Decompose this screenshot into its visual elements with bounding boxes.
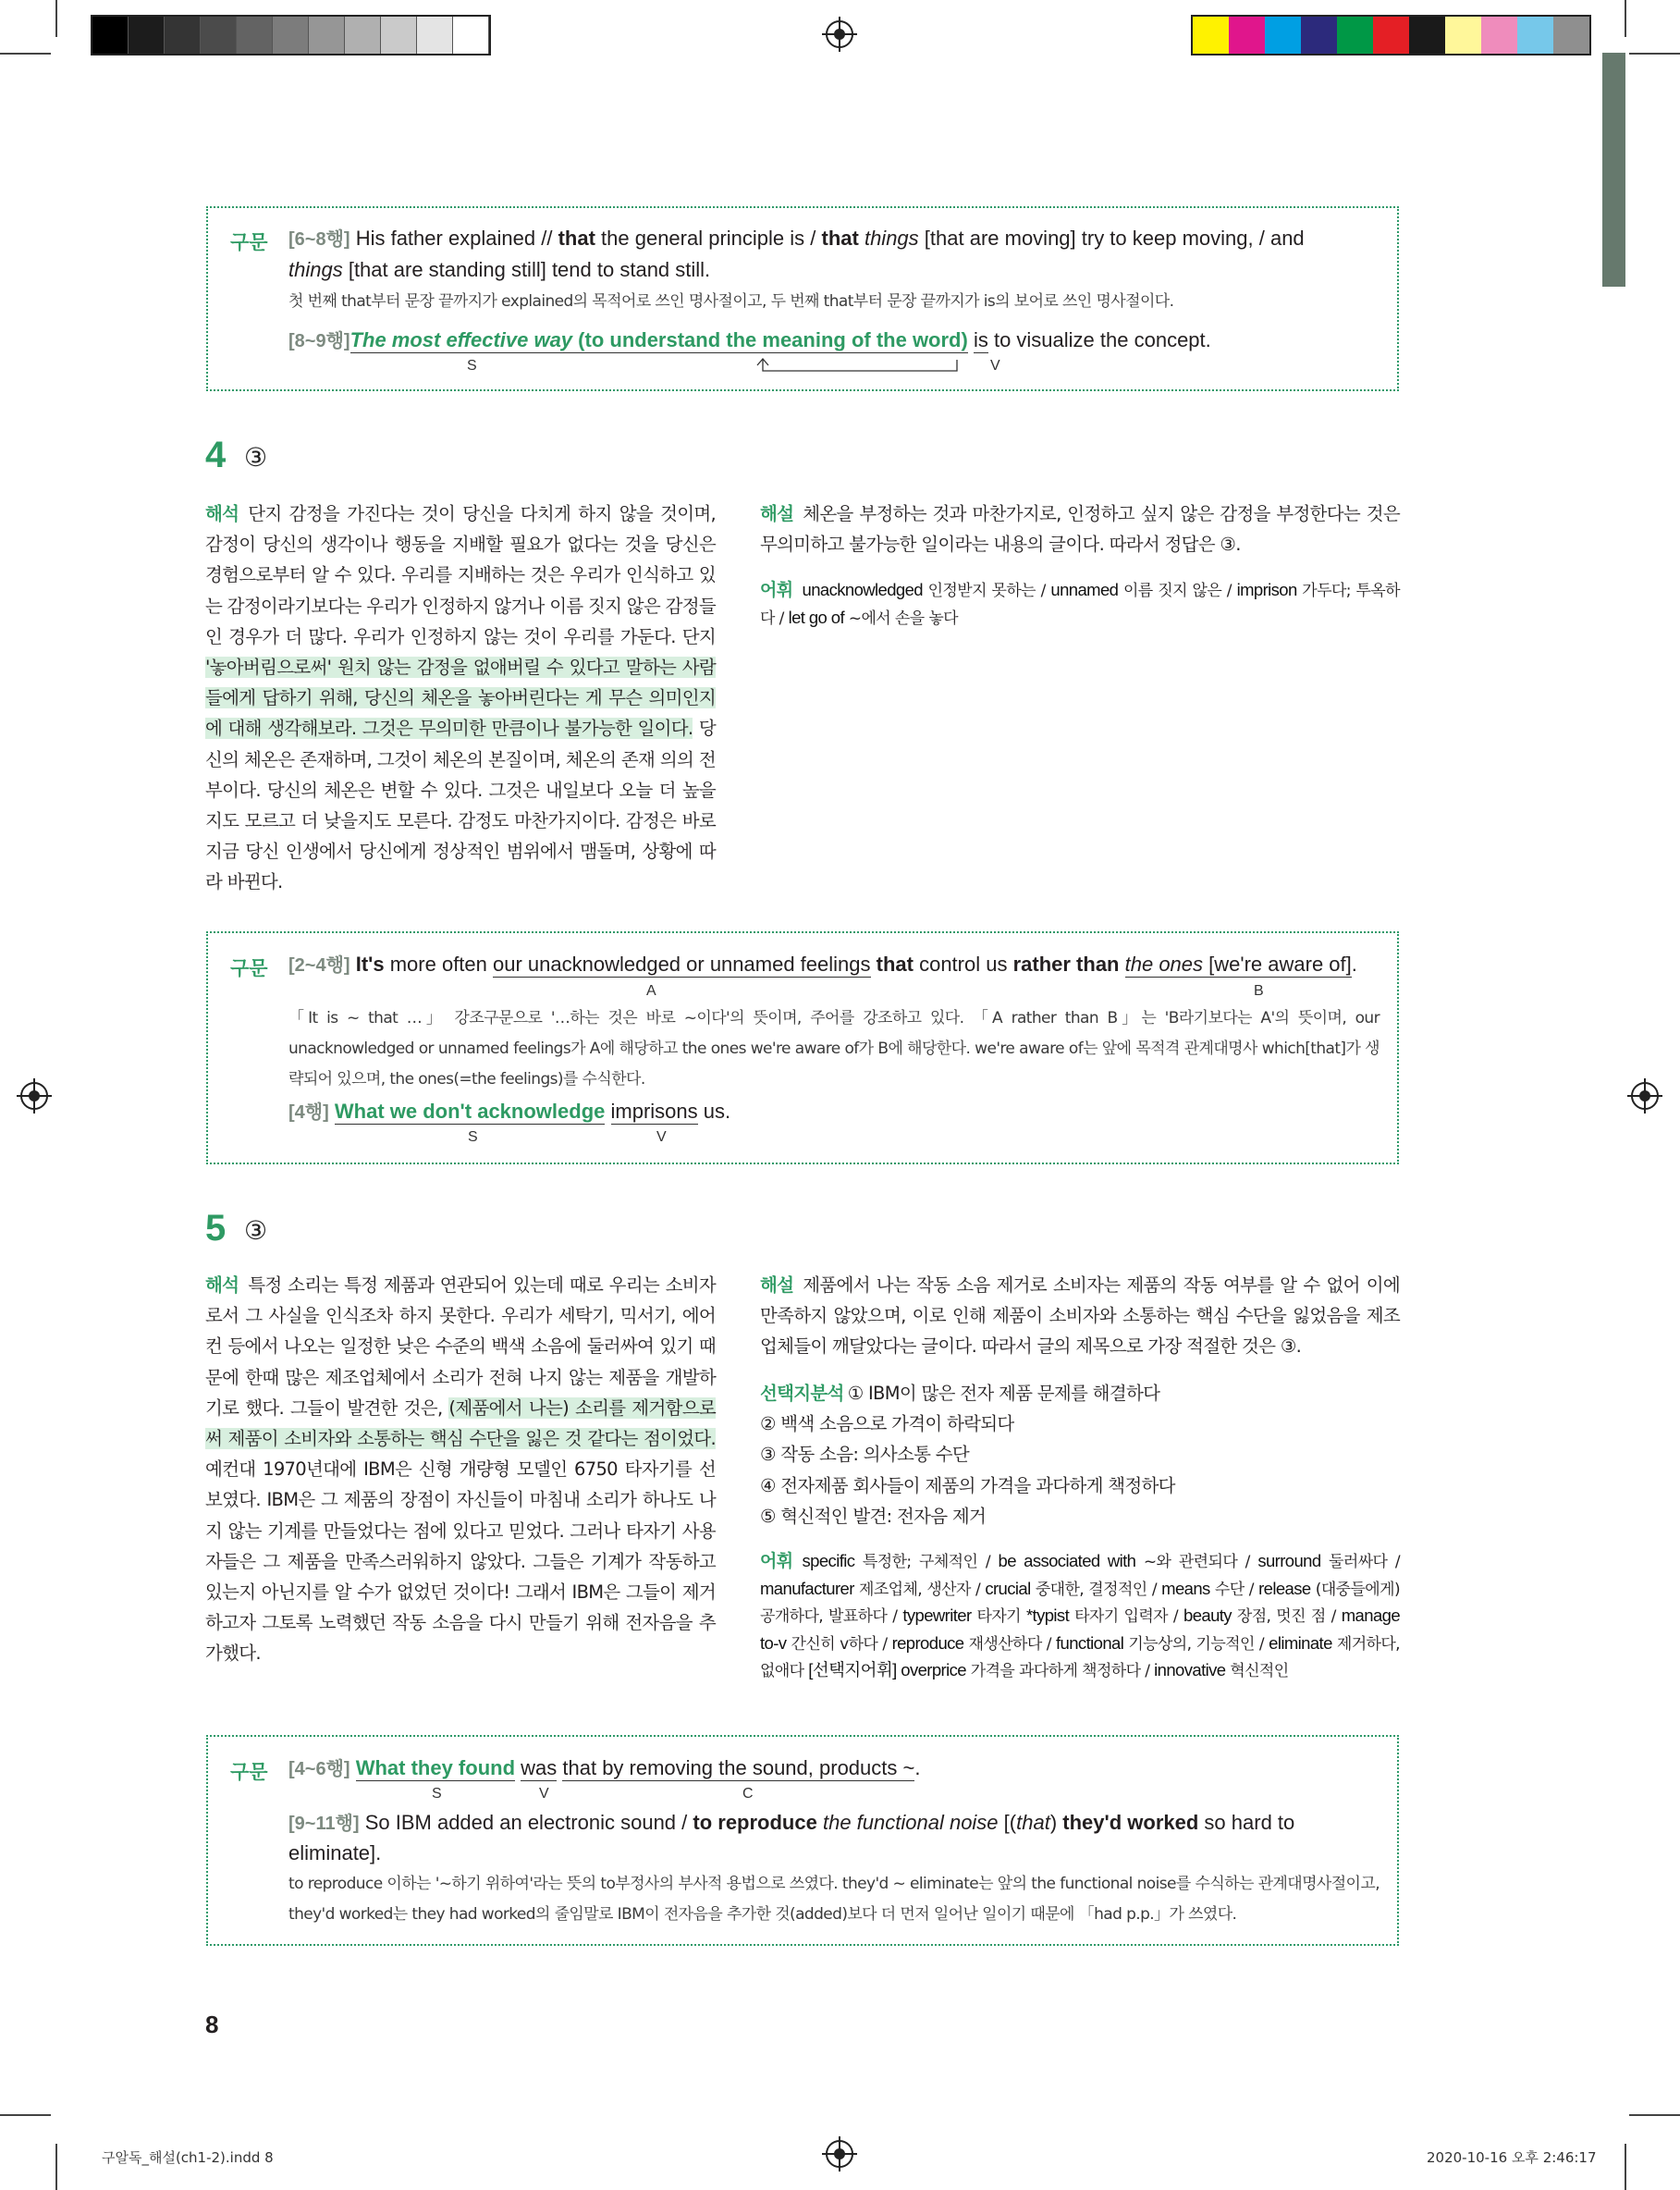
subject-label: S xyxy=(432,1786,442,1802)
grayscale-color-bar xyxy=(91,15,491,55)
vocab-meaning: 둘러싸다 / xyxy=(1320,1553,1400,1571)
color-swatch xyxy=(1265,17,1301,54)
syntax-line: [2~4행] It's more often our unacknowledged or unnamed feelings that control us rather than the ones [we're aware of]. xyxy=(288,953,1357,976)
subject-label: S xyxy=(467,358,477,374)
verb-label: V xyxy=(990,358,1000,374)
vocab-meaning: 중대한, 결정적인 / xyxy=(1030,1580,1162,1599)
question-answer: ③ xyxy=(244,1215,268,1246)
vocab-meaning: ~와 관련되다 / xyxy=(1135,1553,1258,1571)
vocab-meaning: 가두다; 투옥하다 / xyxy=(760,582,1400,628)
vocab-term: *typist xyxy=(1025,1606,1070,1625)
syntax-explanation: to reproduce 이하는 '~하기 위하여'라는 뜻의 to부정사의 부사적 용법으로 쓰였다. they'd ~ eliminate는 앞의 the functional noise를 수식하는 관계대명사절이고, they'd worked는 they had worked의 줄임말로 IBM이 전자음을 추가한 것(added)보다 더 먼저 일어난 일이기 때문에 「had p.p.」가 쓰였다. xyxy=(288,1875,1380,1924)
color-swatch xyxy=(381,17,417,54)
color-swatch xyxy=(1409,17,1445,54)
vocab-term: functional xyxy=(1056,1632,1124,1653)
vocabulary-list: 어휘 specific 특정한; 구체적인 / be associated with ~와 관련되다 / surround 둘러싸다 / manufacturer 제조업체, 생산자 / crucial 중대한, 결정적인 / means 수단 / release (대중들에게) 공개하다, 발표하다 / typewriter 타자기 *typist 타자기 입력자 / beauty 장점, 멋진 점 / manage to-v 간신히 v하다 / reproduce 재생산하다 / functional 기능상의, 기능적인 / eliminate 제거하다, 없애다 [선택지어휘] overprice 가격을 과다하게 책정하다 / innovative 혁신적인 xyxy=(760,1551,1401,1680)
question-answer: ③ xyxy=(244,442,268,473)
syntax-label: 구문 xyxy=(230,957,268,979)
syntax-label: 구문 xyxy=(230,1761,268,1783)
color-swatch xyxy=(453,17,489,54)
vocab-meaning: 제거하다, 없애다 xyxy=(760,1634,1400,1680)
syntax-box-3 xyxy=(206,1735,1399,1946)
vocab-meaning: 인정받지 못하는 / xyxy=(922,582,1051,600)
color-swatch xyxy=(273,17,309,54)
translation-paragraph: 해석 단지 감정을 가진다는 것이 당신을 다치게 하지 않을 것이며, 감정이 당신의 생각이나 행동을 지배할 필요가 없다는 것을 당신은 경험으로부터 알 수 있다. 우리를 지배하는 것은 우리가 인식하고 있는 감정이라기보다는 우리가 인정하지 않거나 이름 짓지 않은 감정들인 경우가 더 많다. 우리가 인정하지 않는 것이 우리를 가둔다. 단지 '놓아버림으로써' 원치 않는 감정을 없애버릴 수 있다고 말하는 사람들에게 답하기 위해, 당신의 체온을 놓아버린다는 게 무슨 의미인지에 대해 생각해보라. 그것은 무의미한 만큼이나 불가능한 일이다. 당신의 체온은 존재하며, 그것이 체온의 본질이며, 체온의 존재 의의 전부이다. 당신의 체온은 변할 수 있다. 그것은 내일보다 오늘 더 높을지도 모르고 더 낮을지도 모른다. 감정도 마찬가지이다. 감정은 바로 지금 당신 인생에서 당신에게 정상적인 범위에서 맴돌며, 상황에 따라 바뀐다. xyxy=(205,503,716,893)
vocab-term: release xyxy=(1258,1578,1311,1598)
crop-mark xyxy=(55,2144,57,2190)
vocab-meaning: 가격을 과다하게 책정하다 / xyxy=(965,1662,1155,1680)
vocab-term: manage to-v xyxy=(760,1606,1401,1653)
choice-item: ② 백색 소음으로 가격이 하락되다 xyxy=(760,1413,1014,1435)
vocab-meaning: ~에서 손을 놓다 xyxy=(844,609,958,628)
vocab-term: surround xyxy=(1257,1551,1321,1570)
vocab-meaning: (대중들에게) 공개하다, 발표하다 / xyxy=(760,1580,1400,1626)
vocab-meaning: 혁신적인 xyxy=(1225,1662,1289,1680)
vocab-term: eliminate xyxy=(1269,1632,1332,1653)
vocab-meaning: 간신히 v하다 / xyxy=(786,1634,892,1654)
vocab-meaning: 타자기 xyxy=(971,1607,1026,1626)
translation-paragraph: 해석 특정 소리는 특정 제품과 연관되어 있는데 때로 우리는 소비자로서 그 사실을 인식조차 하지 못한다. 우리가 세탁기, 믹서기, 에어컨 등에서 나오는 일정한 낮은 수준의 백색 소음에 둘러싸여 있기 때문에 한때 많은 제조업체에서 소리가 전혀 나지 않는 제품을 개발하기로 했다. 그들이 발견한 것은, (제품에서 나는) 소리를 제거함으로써 제품이 소비자와 소통하는 핵심 수단을 잃은 것 같다는 점이었다. 예컨대 1970년대에 IBM은 신형 개량형 모델인 6750 타자기를 선보였다. IBM은 그 제품의 장점이 자신들이 마침내 소리가 하나도 나지 않는 기계를 만들었다는 점에 있다고 믿었다. 그러나 타자기 사용자들은 그 제품을 만족스러워하지 않았다. 그들은 기계가 작동하고 있는지 아닌지를 알 수가 없었던 것이다! 그래서 IBM은 그들이 제거하고자 그토록 노력했던 작동 소음을 다시 만들기 위해 전자음을 추가했다. xyxy=(205,1274,716,1665)
color-swatch xyxy=(1517,17,1553,54)
registration-mark-top xyxy=(826,20,853,48)
vocab-meaning: 수단 / xyxy=(1209,1580,1259,1599)
page-number: 8 xyxy=(205,2011,219,2038)
vocab-term: specific xyxy=(802,1551,855,1570)
vocab-term: be associated with xyxy=(998,1551,1136,1570)
crop-mark xyxy=(1629,53,1680,55)
question-number: 4 xyxy=(205,435,227,475)
choice-analysis: 선택지분석 ① IBM이 많은 전자 제품 문제를 해결하다 ② 백색 소음으로 가격이 하락되다 ③ 작동 소음: 의사소통 수단 ④ 전자제품 회사들이 제품의 가격을 과다하게 책정하다 ⑤ 혁신적인 발견: 전자음 제거 xyxy=(760,1383,1175,1527)
vocab-term: innovative xyxy=(1154,1660,1226,1679)
syntax-line: [8~9행]The most effective way (to understand the meaning of the word) is to visualize the concept. xyxy=(288,328,1211,351)
syntax-line: eliminate]. xyxy=(288,1841,382,1864)
syntax-explanation: 첫 번째 that부터 문장 끝까지가 explained의 목적어로 쓰인 명사절이고, 두 번째 that부터 문장 끝까지가 is의 보어로 쓰인 명사절이다. xyxy=(288,292,1174,311)
crop-mark xyxy=(1629,2114,1680,2116)
color-swatch xyxy=(129,17,165,54)
syntax-line: [4행] What we don't acknowledge imprisons us. xyxy=(288,1100,731,1123)
explanation-paragraph: 해설 체온을 부정하는 것과 마찬가지로, 인정하고 싶지 않은 감정을 부정한다는 것은 무의미하고 불가능한 일이라는 내용의 글이다. 따라서 정답은 ③. xyxy=(760,503,1400,556)
crop-mark xyxy=(1625,2144,1626,2190)
vocab-term: [선택지어휘] overprice xyxy=(808,1660,966,1679)
a-label: A xyxy=(646,983,656,999)
color-swatch xyxy=(1445,17,1481,54)
choice-item: ⑤ 혁신적인 발견: 전자음 제거 xyxy=(760,1505,987,1527)
vocab-term: typewriter xyxy=(902,1606,972,1625)
choice-item: ① IBM이 많은 전자 제품 문제를 해결하다 xyxy=(847,1383,1160,1404)
registration-mark-left xyxy=(20,1082,48,1110)
crop-mark xyxy=(0,2114,51,2116)
choice-item: ③ 작동 소음: 의사소통 수단 xyxy=(760,1444,970,1466)
chapter-side-tab xyxy=(1602,53,1625,287)
color-swatch xyxy=(165,17,201,54)
syntax-line: things [that are standing still] tend to stand still. xyxy=(288,258,711,281)
syntax-label: 구문 xyxy=(230,231,268,253)
explanation-paragraph: 해설 제품에서 나는 작동 소음 제거로 소비자는 제품의 작동 여부를 알 수 없어 이에 만족하지 않았으며, 이로 인해 제품이 소비자와 소통하는 핵심 수단을 잃었음을 제조업체들이 깨달았다는 글이다. 따라서 글의 제목으로 가장 적절한 것은 ③. xyxy=(760,1274,1400,1358)
complement-label: C xyxy=(742,1786,754,1802)
vocab-meaning: 이름 짓지 않은 / xyxy=(1118,582,1237,600)
registration-mark-bottom xyxy=(826,2140,853,2168)
syntax-box-1 xyxy=(206,206,1399,391)
color-swatch xyxy=(1373,17,1409,54)
color-swatch xyxy=(1229,17,1265,54)
vocab-term: beauty xyxy=(1183,1606,1232,1625)
color-swatch xyxy=(1481,17,1517,54)
syntax-box-2 xyxy=(206,931,1399,1164)
vocab-term: let go of xyxy=(788,607,844,627)
modifier-arrow xyxy=(550,356,985,382)
vocab-meaning: 기능상의, 기능적인 / xyxy=(1123,1634,1269,1654)
vocab-meaning: 제조업체, 생산자 / xyxy=(853,1580,986,1599)
vocab-meaning: 특정한; 구체적인 / xyxy=(854,1553,999,1571)
vocab-term: imprison xyxy=(1236,580,1297,599)
syntax-line: [4~6행] What they found was that by removing the sound, products ~. xyxy=(288,1756,921,1779)
color-swatch xyxy=(1301,17,1337,54)
vocab-meaning: 재생산하다 / xyxy=(963,1634,1057,1654)
crop-mark xyxy=(55,0,57,37)
vocabulary-list: 어휘 unacknowledged 인정받지 못하는 / unnamed 이름 짓지 않은 / imprison 가두다; 투옥하다 / let go of ~에서 손을 놓다 xyxy=(760,580,1400,628)
color-swatch xyxy=(309,17,345,54)
color-swatch xyxy=(201,17,237,54)
b-label: B xyxy=(1254,983,1264,999)
slug-date: 2020-10-16 오후 2:46:17 xyxy=(1427,2149,1597,2166)
choice-item: ④ 전자제품 회사들이 제품의 가격을 과다하게 책정하다 xyxy=(760,1474,1175,1496)
color-swatch xyxy=(345,17,381,54)
vocab-term: crucial xyxy=(985,1578,1031,1598)
color-swatch xyxy=(1193,17,1229,54)
vocab-term: unacknowledged xyxy=(802,580,923,599)
verb-label: V xyxy=(539,1786,549,1802)
color-swatch xyxy=(417,17,453,54)
vocab-term: manufacturer xyxy=(760,1578,854,1598)
vocab-term: reproduce xyxy=(891,1632,964,1653)
color-swatch xyxy=(92,17,129,54)
vocab-meaning: 장점, 멋진 점 / xyxy=(1231,1607,1342,1626)
vocab-term: unnamed xyxy=(1050,580,1119,599)
color-swatch xyxy=(1553,17,1589,54)
vocab-term: means xyxy=(1161,1578,1210,1598)
syntax-line: [6~8행] His father explained // that the general principle is / that things [that are moving] try to keep moving, / and xyxy=(288,227,1305,250)
vocab-meaning: 타자기 입력자 / xyxy=(1069,1607,1183,1626)
registration-mark-right xyxy=(1631,1082,1659,1110)
syntax-explanation: 「It is ~ that …」 강조구문으로 '…하는 것은 바로 ~이다'의 뜻이며, 주어를 강조하고 있다. 「A rather than B」는 'B라기보다는 A'의 뜻이며, our unacknowledged or unnamed feelings가 A에 해당하고 the ones we're aware of가 B에 해당한다. we're aware of는 앞에 목적격 관계대명사 which[that]가 생략되어 있으며, the ones(=the feelings)를 수식한다. xyxy=(288,1009,1380,1089)
crop-mark xyxy=(1625,0,1626,37)
slug-filename: 구알독_해설(ch1-2).indd 8 xyxy=(102,2149,274,2166)
process-color-bar xyxy=(1191,15,1591,55)
syntax-line: [9~11행] So IBM added an electronic sound / to reproduce the functional noise [(that) they'd worked so hard to xyxy=(288,1811,1295,1834)
color-swatch xyxy=(1337,17,1373,54)
verb-label: V xyxy=(656,1129,667,1145)
color-swatch xyxy=(237,17,273,54)
crop-mark xyxy=(0,53,51,55)
question-number: 5 xyxy=(205,1208,227,1249)
subject-label: S xyxy=(468,1129,478,1145)
